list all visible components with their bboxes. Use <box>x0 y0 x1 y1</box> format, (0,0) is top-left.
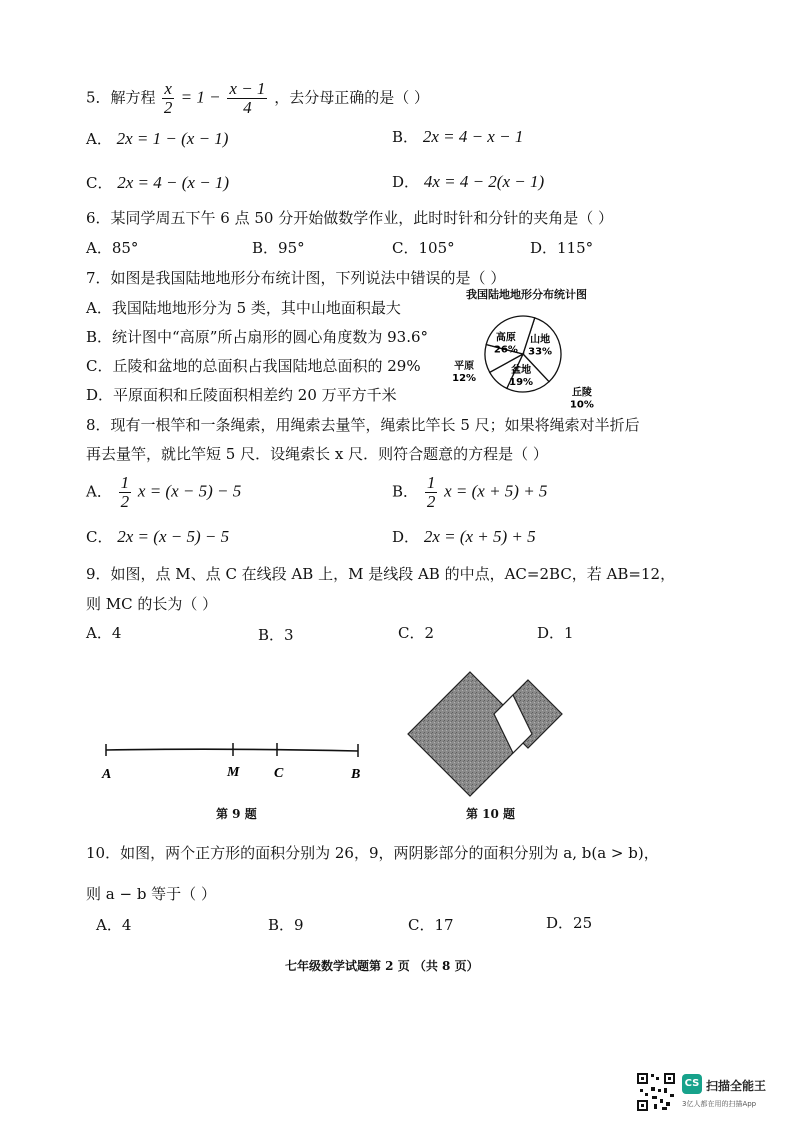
q5-option-c[interactable]: C． 2x = 4 − (x − 1) <box>86 173 230 192</box>
pie-chart <box>440 296 610 414</box>
q7-option-c[interactable]: C．丘陵和盆地的总面积占我国陆地总面积的 29% <box>86 357 421 375</box>
pie-label-value-3: 10% <box>569 399 594 411</box>
q7-option-a[interactable]: A．我国陆地地形分为 5 类，其中山地面积最大 <box>86 299 401 317</box>
q5-option-b[interactable]: B． 2x = 4 − x − 1 <box>392 127 524 146</box>
q8-stem-line1: 8．现有一根竿和一条绳索，用绳索去量竿，绳索比竿长 5 尺；如果将绳索对半折后 <box>86 416 640 434</box>
q6-option-a[interactable]: A．85° <box>86 239 139 257</box>
q8-option-c[interactable]: C． 2x = (x − 5) − 5 <box>86 527 230 546</box>
q8-half-a: $\frac{1}{2}$ <box>120 473 130 511</box>
q8-option-b[interactable]: B． $\frac{1}{2}$ x = (x + 5) + 5 <box>392 473 548 511</box>
q10-stem-line2: 则 a − b 等于（ ） <box>86 885 216 903</box>
q8-option-d[interactable]: D． 2x = (x + 5) + 5 <box>392 527 536 546</box>
q10-option-c[interactable]: C．17 <box>408 916 454 934</box>
label-m: M <box>227 765 240 780</box>
figure-10-caption: 第 10 题 <box>466 807 516 821</box>
q5-option-a[interactable]: A． 2x = 1 − (x − 1) <box>86 129 229 148</box>
segment-ab <box>106 749 358 751</box>
label-b: B <box>351 767 361 782</box>
q5-fraction-1: $\frac{x}{2}$ <box>163 79 173 117</box>
q8-half-b: $\frac{1}{2}$ <box>426 473 436 511</box>
pie-label-value-2: 19% <box>509 376 534 388</box>
q7-option-b[interactable]: B．统计图中“高原”所占扇形的圆心角度数为 93.6° <box>86 328 429 346</box>
q10-stem-line1: 10．如图，两个正方形的面积分别为 26，9，两阴影部分的面积分别为 a, b(a > b)， <box>86 844 659 862</box>
q5-option-d[interactable]: D． 4x = 4 − 2(x − 1) <box>392 172 545 191</box>
page-footer: 七年级数学试题第 2 页 （共 8 页） <box>285 959 479 973</box>
q9-stem-line2: 则 MC 的长为（ ） <box>86 595 218 613</box>
camscanner-logo-icon: CS <box>682 1074 702 1094</box>
q6-option-d[interactable]: D．115° <box>530 239 594 257</box>
q9-stem-line1: 9．如图，点 M、点 C 在线段 AB 上，M 是线段 AB 的中点，AC=2BC，若 AB=12， <box>86 565 676 583</box>
label-c: C <box>274 766 284 781</box>
q8-stem-line2: 再去量竿，就比竿短 5 尺．设绳索长 x 尺．则符合题意的方程是（ ） <box>86 445 548 463</box>
squares-figure <box>400 664 580 804</box>
q5-fraction-2: $\frac{x - 1}{4}$ <box>229 79 266 117</box>
q10-option-a[interactable]: A．4 <box>96 916 132 934</box>
q7-option-d[interactable]: D．平原面积和丘陵面积相差约 20 万平方千米 <box>86 386 397 404</box>
pie-label-value-1: 33% <box>528 346 553 358</box>
qr-code-icon <box>636 1072 676 1112</box>
pie-label-name-4: 平原 <box>454 361 475 373</box>
pie-label-name-1: 山地 <box>530 334 551 346</box>
label-a: A <box>102 767 112 782</box>
pie-label-name-5: 高原 <box>495 332 516 344</box>
scanner-app-name: 扫描全能王 <box>706 1079 767 1093</box>
q8-option-a[interactable]: A． $\frac{1}{2}$ x = (x − 5) − 5 <box>86 473 242 511</box>
q10-option-b[interactable]: B．9 <box>268 916 304 934</box>
scanner-tagline: 3亿人都在用的扫描App <box>682 1100 757 1108</box>
q9-option-a[interactable]: A．4 <box>86 624 122 642</box>
q6-stem: 6．某同学周五下午 6 点 50 分开始做数学作业，此时时针和分针的夹角是（ ） <box>86 209 614 227</box>
q6-option-b[interactable]: B．95° <box>252 239 305 257</box>
q10-option-d[interactable]: D．25 <box>546 914 593 932</box>
pie-label-value-4: 12% <box>452 373 477 385</box>
q9-option-d[interactable]: D．1 <box>537 624 574 642</box>
figure-9-caption: 第 9 题 <box>216 807 257 821</box>
pie-label-name-2: 盆地 <box>511 364 532 376</box>
q9-option-b[interactable]: B．3 <box>258 626 294 644</box>
pie-title: 我国陆地地形分布统计图 <box>466 288 587 301</box>
pie-label-value-5: 26% <box>493 344 518 356</box>
q9-option-c[interactable]: C．2 <box>398 624 435 642</box>
q5-stem: 5．解方程 $\frac{x}{2}$ = 1 − $\frac{x - 1}{4}$ ，去分母正确的是（ ） <box>86 79 429 117</box>
q6-option-c[interactable]: C．105° <box>392 239 455 257</box>
segment-figure <box>96 738 376 788</box>
q7-stem: 7．如图是我国陆地地形分布统计图，下列说法中错误的是（ ） <box>86 269 506 287</box>
pie-label-name-3: 丘陵 <box>571 387 592 399</box>
